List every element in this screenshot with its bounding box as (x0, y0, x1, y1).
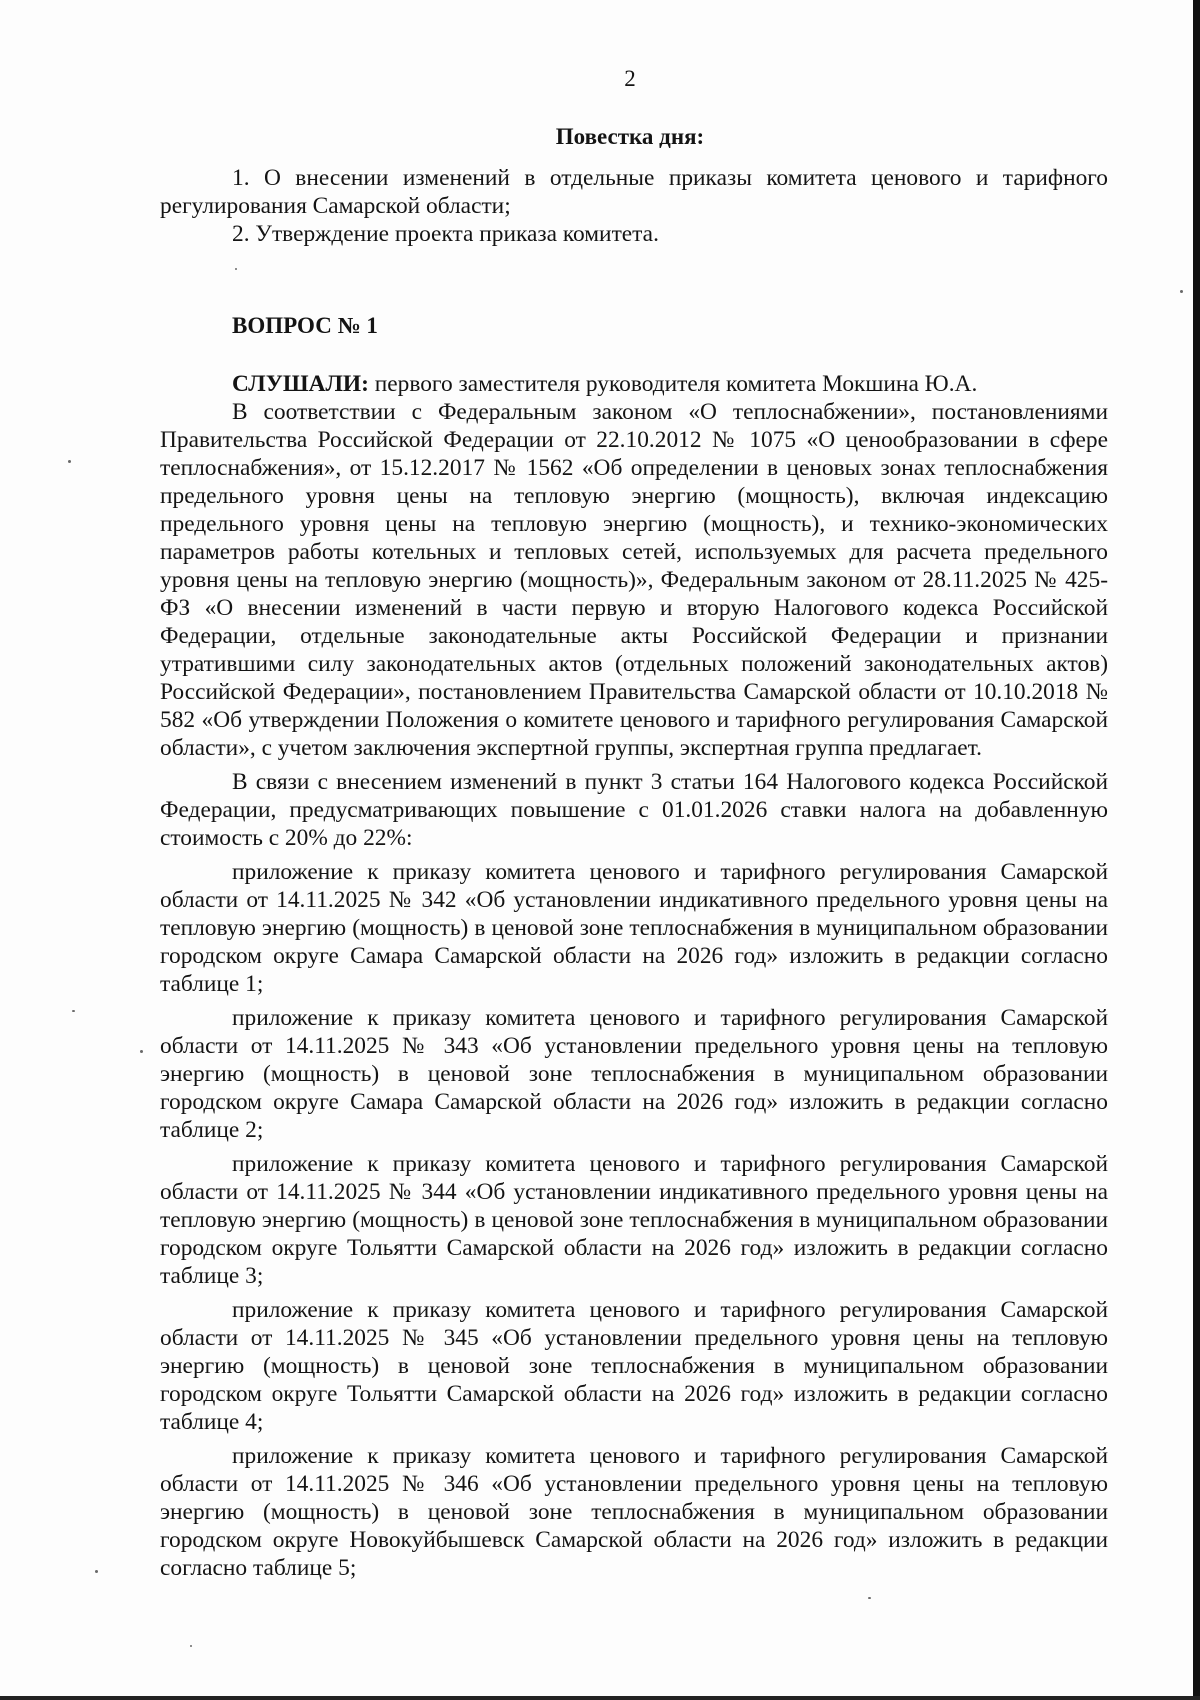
listened-paragraph (160, 370, 1108, 398)
listened-label: СЛУШАЛИ: (232, 371, 369, 397)
listened-text: первого заместителя руководителя комитета Мокшина Ю.А. (368, 371, 978, 397)
scan-speck (1180, 290, 1183, 293)
scan-speck (95, 1570, 98, 1573)
amendment-table-4: приложение к приказу комитета ценового и тарифного регулирования Самарской области от 14.11.2025 № 345 «Об установлении предельного уровня цены на тепловую энергию (мощность) в ценовой зоне теплоснабжения в муниципальном образовании городском округе Тольятти Самарской области на 2026 год» изложить в редакции согласно таблице 4; (160, 1297, 1108, 1435)
legal-basis-paragraph: В соответствии с Федеральным законом «О теплоснабжении», постановлениями Правительства Российской Федерации от 22.10.2012 № 1075 «О ценообразовании в сфере теплоснабжения», от 15.12.2017 № 1562 «Об определении в ценовых зонах теплоснабжения предельного уровня цены на тепловую энергию (мощность), включая индексацию предельного уровня цены на тепловую энергию (мощность), и технико-экономических параметров работы котельных и тепловых сетей, используемых для расчета предельного уровня цены на тепловую энергию (мощность)», Федеральным законом от 28.11.2025 № 425-ФЗ «О внесении изменений в части первую и вторую Налогового кодекса Российской Федерации, отдельные законодательные акты Российской Федерации и признании утратившими силу законодательных актов (отдельных положений законодательных актов) Российской Федерации», постановлением Правительства Самарской области от 10.10.2018 № 582 «Об утверждении Положения о комитете ценового и тарифного регулирования Самарской области», с учетом заключения экспертной группы, экспертная группа предлагает. (160, 399, 1108, 761)
agenda-item-1: 1. О внесении изменений в отдельные приказы комитета ценового и тарифного регулирования Самарской области; (160, 165, 1108, 219)
scan-speck (140, 1050, 143, 1053)
scan-speck (68, 460, 71, 463)
scan-speck (868, 1597, 871, 1599)
scan-speck (190, 1645, 192, 1647)
scan-edge-bottom (0, 1696, 1200, 1700)
scan-speck (72, 1010, 75, 1012)
amendment-table-5: приложение к приказу комитета ценового и тарифного регулирования Самарской области от 14.11.2025 № 346 «Об установлении предельного уровня цены на тепловую энергию (мощность) в ценовой зоне теплоснабжения в муниципальном образовании городском округе Новокуйбышевск Самарской области на 2026 год» изложить в редакции согласно таблице 5; (160, 1443, 1108, 1581)
question-title: ВОПРОС № 1 (232, 313, 378, 338)
agenda-item-2: 2. Утверждение проекта приказа комитета. (232, 221, 659, 247)
document-body (160, 164, 1108, 1582)
scan-edge-right (1193, 0, 1200, 1700)
page-number: 2 (624, 66, 636, 91)
amendment-table-1: приложение к приказу комитета ценового и тарифного регулирования Самарской области от 14.11.2025 № 342 «Об установлении индикативного предельного уровня цены на тепловую энергию (мощность) в ценовой зоне теплоснабжения в муниципальном образовании городском округе Самара Самарской области на 2026 год» изложить в редакции согласно таблице 1; (160, 859, 1108, 997)
agenda-title: Повестка дня: (555, 124, 705, 149)
vat-change-paragraph: В связи с внесением изменений в пункт 3 статьи 164 Налогового кодекса Российской Федерации, предусматривающих повышение с 01.01.2026 ставки налога на добавленную стоимость с 20% до 22%: (160, 769, 1108, 851)
amendment-table-3: приложение к приказу комитета ценового и тарифного регулирования Самарской области от 14.11.2025 № 344 «Об установлении индикативного предельного уровня цены на тепловую энергию (мощность) в ценовой зоне теплоснабжения в муниципальном образовании городском округе Тольятти Самарской области на 2026 год» изложить в редакции согласно таблице 3; (160, 1151, 1108, 1289)
amendment-table-2: приложение к приказу комитета ценового и тарифного регулирования Самарской области от 14.11.2025 № 343 «Об установлении предельного уровня цены на тепловую энергию (мощность) в ценовой зоне теплоснабжения в муниципальном образовании городском округе Самара Самарской области на 2026 год» изложить в редакции согласно таблице 2; (160, 1005, 1108, 1143)
agenda-list (160, 164, 1108, 248)
